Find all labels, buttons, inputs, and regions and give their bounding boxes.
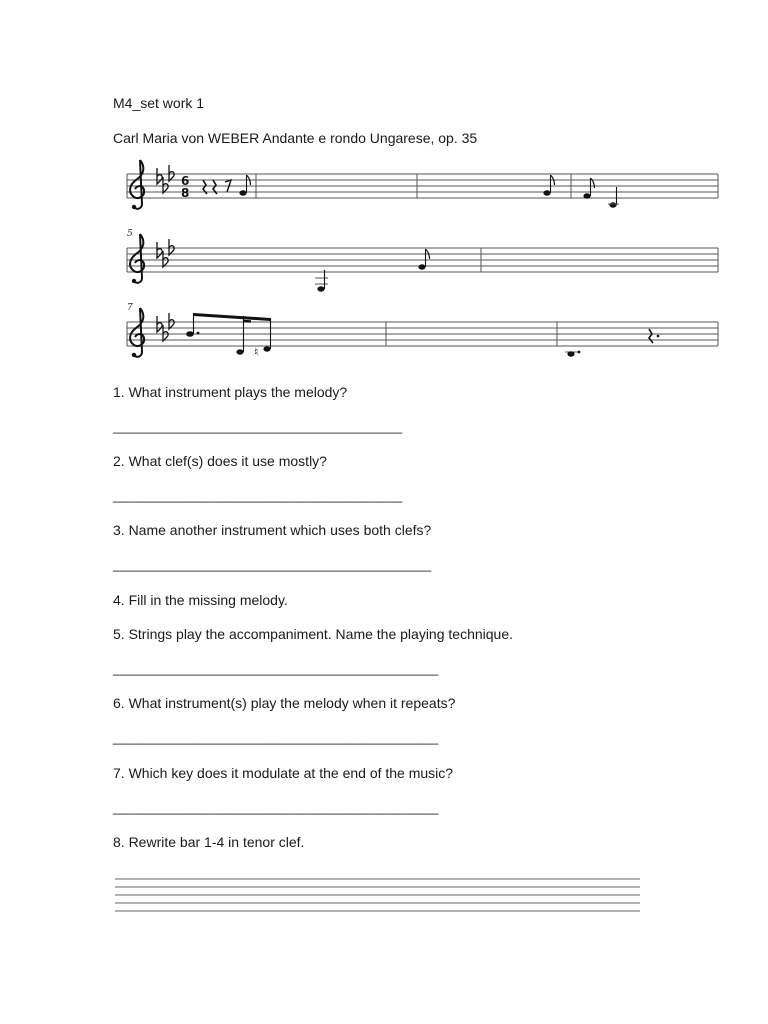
note	[583, 193, 590, 198]
question-6: 6. What instrument(s) play the melody when it repeats?	[113, 695, 456, 711]
note	[239, 190, 246, 195]
answer-line-5[interactable]: _____________________________________________	[113, 661, 439, 676]
answer-line-3[interactable]: ____________________________________________	[113, 557, 432, 572]
music-score	[0, 0, 768, 380]
worksheet-header: M4_set work 1	[113, 95, 205, 111]
question-8: 8. Rewrite bar 1-4 in tenor clef.	[113, 834, 305, 850]
rest-icon	[649, 329, 653, 343]
question-2: 2. What clef(s) does it use mostly?	[113, 453, 327, 469]
answer-line-6[interactable]: _____________________________________________	[113, 730, 439, 745]
note	[263, 346, 270, 351]
flat-icon	[169, 239, 174, 255]
flat-icon	[163, 177, 168, 193]
answer-line-1[interactable]: ________________________________________	[113, 419, 403, 434]
flat-icon	[163, 325, 168, 341]
flat-icon	[157, 242, 162, 258]
staff-system-2	[127, 229, 718, 292]
piece-title: Carl Maria von WEBER Andante e rondo Ungarese, op. 35	[113, 130, 478, 146]
note	[567, 351, 574, 356]
flat-icon	[169, 313, 174, 329]
flat-icon	[169, 165, 174, 181]
flat-icon	[157, 316, 162, 332]
flat-icon	[157, 168, 162, 184]
blank-staff[interactable]	[0, 870, 768, 930]
time-sig-bottom: 8	[181, 186, 190, 200]
question-4: 4. Fill in the missing melody.	[113, 592, 288, 608]
note	[609, 202, 616, 207]
question-5: 5. Strings play the accompaniment. Name the playing technique.	[113, 626, 514, 642]
measure-number: 5	[127, 229, 133, 239]
treble-clef-icon	[130, 308, 144, 357]
staff-system-3	[127, 303, 718, 359]
time-sig-top: 6	[181, 174, 190, 188]
staff-system-1	[127, 160, 718, 209]
note	[418, 264, 425, 269]
note	[236, 349, 243, 354]
flat-icon	[163, 251, 168, 267]
treble-clef-icon	[130, 160, 144, 209]
treble-clef-icon	[130, 234, 144, 283]
measure-number: 7	[127, 303, 133, 313]
question-7: 7. Which key does it modulate at the end of the music?	[113, 765, 454, 781]
note	[317, 286, 324, 291]
note	[186, 331, 194, 337]
natural-icon: ♮	[254, 345, 259, 359]
question-1: 1. What instrument plays the melody?	[113, 384, 348, 400]
note	[543, 190, 550, 195]
answer-line-7[interactable]: _____________________________________________	[113, 800, 439, 815]
answer-line-2[interactable]: ________________________________________	[113, 488, 403, 503]
question-3: 3. Name another instrument which uses both clefs?	[113, 522, 432, 538]
